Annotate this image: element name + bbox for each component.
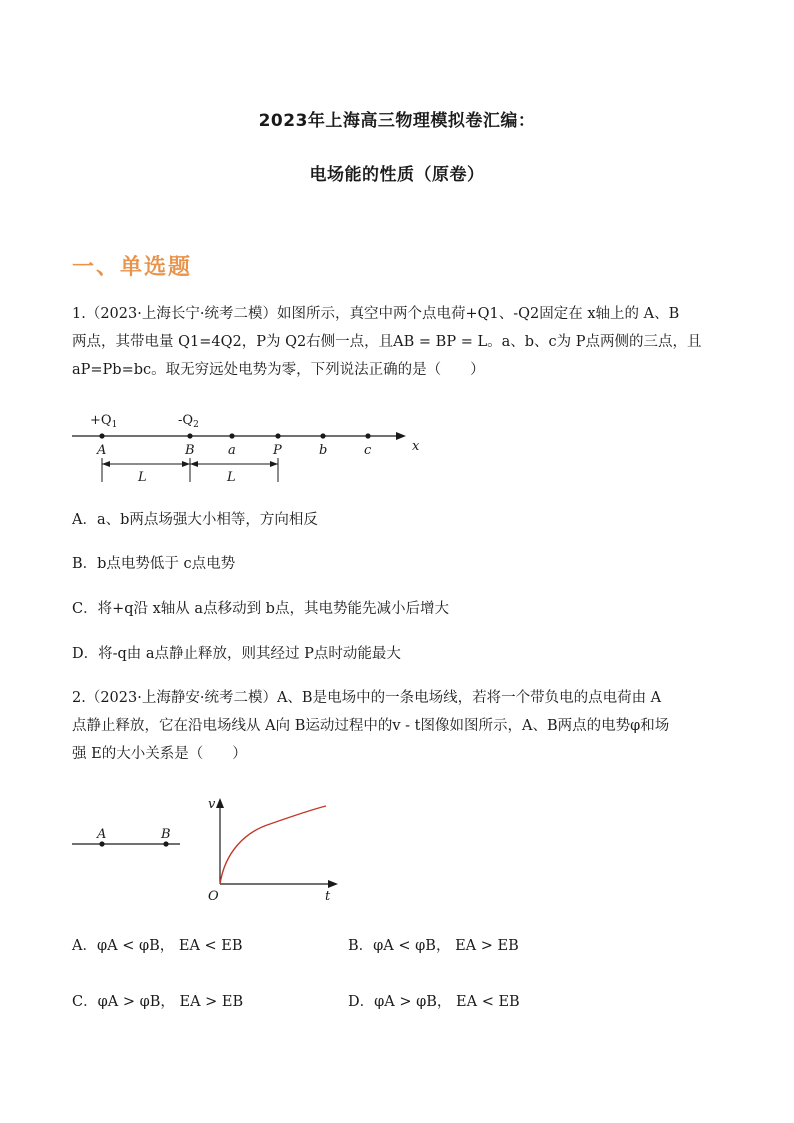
q1-option-a[interactable]: A．a、b两点场强大小相等，方向相反 bbox=[72, 512, 318, 528]
q1-option-b[interactable]: B．b点电势低于 c点电势 bbox=[72, 556, 236, 572]
field-label-B: B bbox=[161, 827, 171, 842]
v-axis-label: v bbox=[208, 797, 216, 812]
x-axis-label: x bbox=[412, 439, 420, 454]
t-axis-label: t bbox=[325, 889, 331, 904]
point-P-dot bbox=[275, 433, 280, 438]
question-1-line-3: aP=Pb=bc。取无穷远处电势为零，下列说法正确的是（ ） bbox=[72, 362, 485, 378]
question-1-text bbox=[72, 300, 732, 384]
q2-option-d[interactable]: D．φA > φB， EA < EB bbox=[348, 994, 520, 1010]
label-a: a bbox=[228, 443, 236, 458]
point-a-dot bbox=[229, 433, 234, 438]
point-A-dot bbox=[99, 433, 104, 438]
origin-label: O bbox=[208, 889, 219, 904]
q2-option-c[interactable]: C．φA > φB， EA > EB bbox=[72, 994, 244, 1010]
question-1-figure bbox=[70, 408, 420, 488]
label-c: c bbox=[364, 443, 372, 458]
page-subtitle: 电场能的性质（原卷） bbox=[309, 165, 485, 185]
q1-option-c[interactable]: C．将+q沿 x轴从 a点移动到 b点，其电势能先减小后增大 bbox=[72, 601, 449, 617]
question-1-line-2: 两点，其带电量 Q1=4Q2，P为 Q2右侧一点，且AB = BP = L。a、b、c为 P点两侧的三点，且 bbox=[72, 334, 702, 350]
label-P: P bbox=[273, 443, 282, 458]
point-A-dot bbox=[99, 841, 104, 846]
point-B-dot bbox=[187, 433, 192, 438]
point-B-dot bbox=[163, 841, 168, 846]
q1-option-d[interactable]: D．将-q由 a点静止释放，则其经过 P点时动能最大 bbox=[72, 646, 401, 662]
label-A: A bbox=[97, 443, 107, 458]
question-2-text bbox=[72, 684, 732, 768]
v-axis-arrow bbox=[216, 798, 224, 808]
charge-Q2-label: $-Q_2$ bbox=[178, 413, 199, 430]
q2-option-b[interactable]: B．φA < φB， EA > EB bbox=[348, 938, 519, 954]
v-t-curve bbox=[220, 806, 326, 884]
x-axis-arrow bbox=[396, 432, 406, 440]
question-2-line-1: 2.（2023·上海静安·统考二模）A、B是电场中的一条电场线，若将一个带负电的点电荷由 A bbox=[72, 690, 662, 706]
dim-arrow bbox=[270, 461, 278, 467]
charge-Q1-label: $+Q_1$ bbox=[90, 413, 118, 430]
label-b: b bbox=[319, 443, 328, 458]
dim-arrow bbox=[190, 461, 198, 467]
label-B: B bbox=[185, 443, 195, 458]
point-c-dot bbox=[365, 433, 370, 438]
point-b-dot bbox=[320, 433, 325, 438]
dim-label-BP: L bbox=[227, 470, 236, 485]
question-2-figure bbox=[70, 792, 350, 904]
question-2-line-3: 强 E的大小关系是（ ） bbox=[72, 746, 247, 762]
t-axis-arrow bbox=[328, 880, 338, 888]
q2-option-a[interactable]: A．φA < φB， EA < EB bbox=[72, 938, 243, 954]
question-2-line-2: 点静止释放，它在沿电场线从 A向 B运动过程中的v - t图像如图所示，A、B两点的电势φ和场 bbox=[72, 718, 670, 734]
page-title: 2023年上海高三物理模拟卷汇编： bbox=[258, 111, 536, 131]
field-label-A: A bbox=[97, 827, 107, 842]
dim-arrow bbox=[102, 461, 110, 467]
dim-arrow bbox=[182, 461, 190, 467]
section-heading: 一、单选题 bbox=[72, 255, 193, 280]
question-1-line-1: 1.（2023·上海长宁·统考二模）如图所示，真空中两个点电荷+Q1、-Q2固定在 x轴上的 A、B bbox=[72, 306, 680, 322]
dim-label-AB: L bbox=[138, 470, 147, 485]
